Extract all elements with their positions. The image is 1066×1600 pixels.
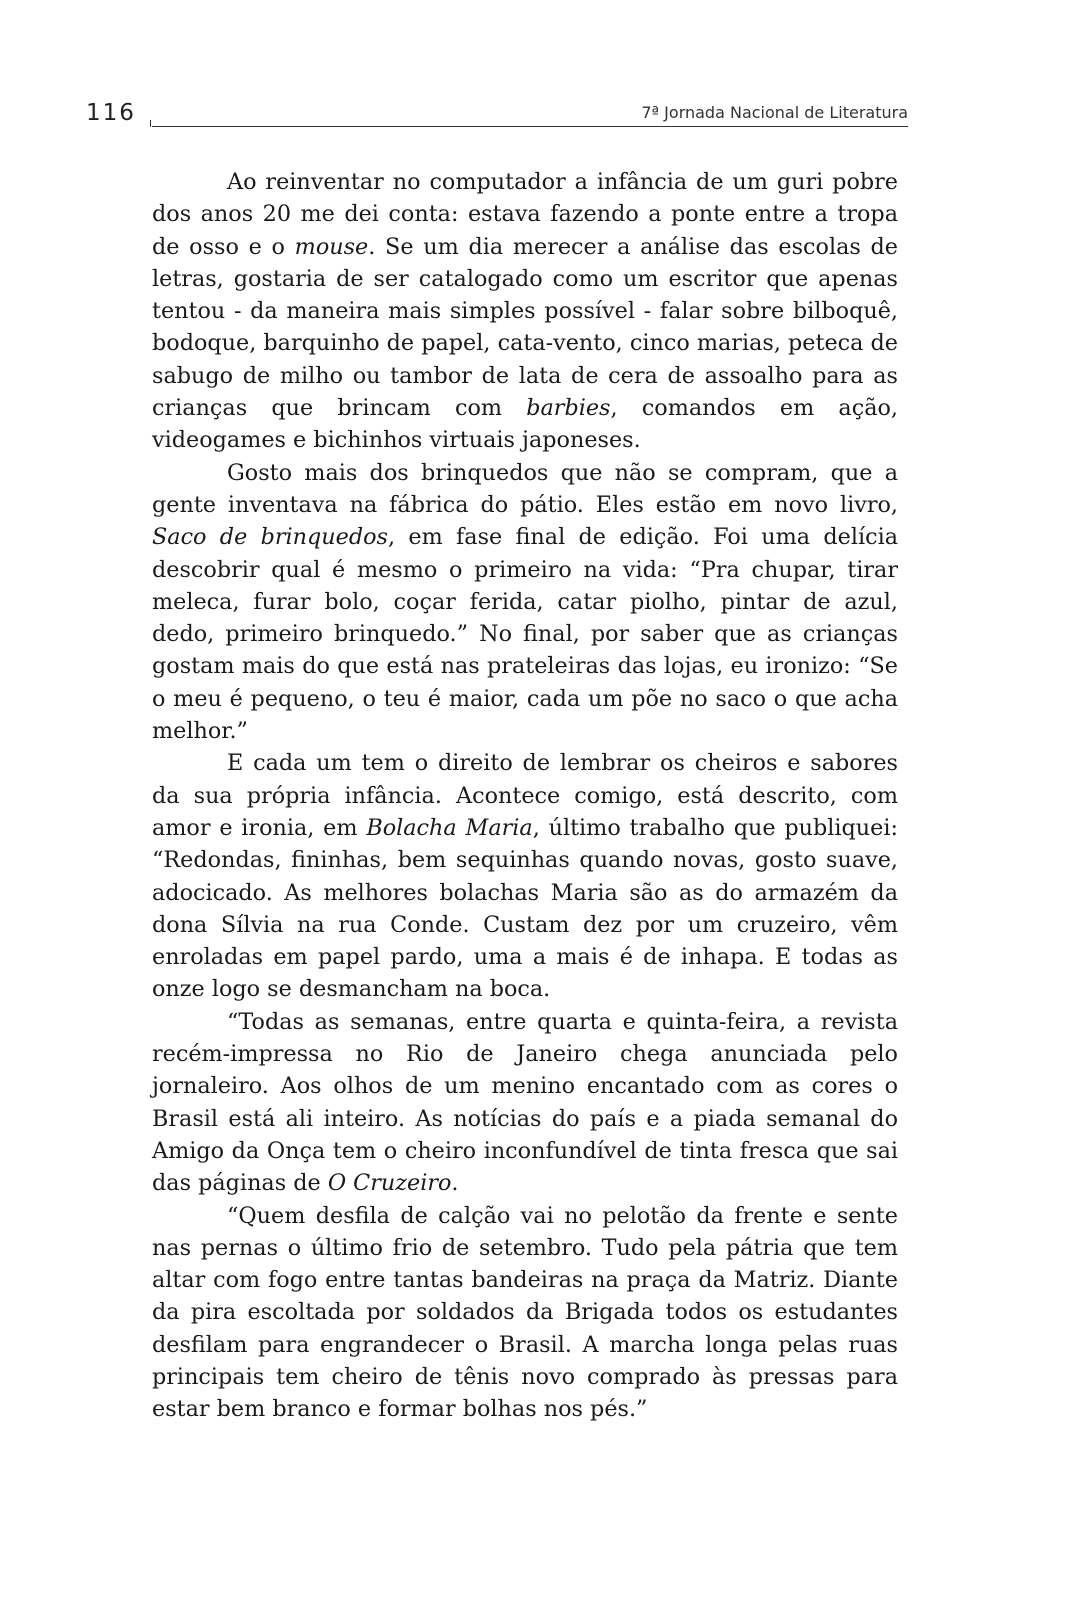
paragraph: [152, 166, 898, 457]
book-title-italic: O Cruzeiro: [327, 1170, 452, 1197]
page-number: 116: [86, 100, 136, 126]
text-run: , comandos em ação, videogames e bichinhos virtuais japoneses.: [152, 395, 899, 454]
header-rule: [152, 126, 908, 127]
text-run: Gosto mais dos brinquedos que não se compram, que a gente inventava na fábrica do pátio. Eles estão em novo livro,: [152, 459, 898, 518]
body-text: [152, 166, 898, 1426]
book-title-italic: mouse: [294, 233, 369, 260]
text-run: , em fase final de edição. Foi uma delícia descobrir qual é mesmo o primeiro na vida: “Pra chupar, tirar meleca, furar bolo, coçar ferida, catar piolho, pintar de azul, dedo, primeiro brinquedo.” No final, por saber que as crianças gostam mais do que está nas prateleiras das lojas, eu ironizo: “Se o meu é pequeno, o teu é maior, cada um põe no saco o que acha melhor.”: [152, 524, 898, 745]
book-title-italic: Saco de brinquedos: [152, 524, 388, 551]
text-run: “Todas as semanas, entre quarta e quinta-feira, a revista recém-impressa no Rio de Janeiro chega anunciada pelo jornaleiro. Aos olhos de um menino encantado com as cores o Brasil está ali inteiro. As notícias do país e a piada semanal do Amigo da Onça tem o cheiro inconfundível de tinta fresca que sai das páginas de: [152, 1008, 898, 1197]
book-title-italic: Bolacha Maria: [366, 814, 533, 841]
text-run: “Quem desfila de calção vai no pelotão da frente e sente nas pernas o último frio de setembro. Tudo pela pátria que tem altar com fogo entre tantas bandeiras na praça da Matriz. Diante da pira escoltada por soldados da Brigada todos os estudantes desfilam para engrandecer o Brasil. A marcha longa pelas ruas principais tem cheiro de tênis novo comprado às pressas para estar bem branco e formar bolhas nos pés.”: [152, 1202, 898, 1423]
paragraph: [152, 747, 898, 1005]
book-title-italic: barbies: [526, 395, 611, 422]
running-title: 7ª Jornada Nacional de Literatura: [641, 103, 908, 122]
text-run: E cada um tem o direito de lembrar os cheiros e sabores da sua própria infância. Acontece comigo, está descrito, com amor e ironia, em: [152, 750, 898, 841]
text-run: Ao reinventar no computador a infância de um guri pobre dos anos 20 me dei conta: estava fazendo a ponte entre a tropa de osso e o: [152, 169, 898, 260]
paragraph: [152, 457, 898, 748]
header-tick: [150, 120, 151, 127]
text-run: . Se um dia merecer a análise das escolas de letras, gostaria de ser catalogado como um escritor que apenas tentou - da maneira mais simples possível - falar sobre bilboquê, bodoque, barquinho de papel, cata-vento, cinco marias, peteca de sabugo de milho ou tambor de lata de cera de assoalho para as crianças que brincam com: [152, 233, 898, 422]
text-run: , último trabalho que publiquei: “Redondas, fininhas, bem sequinhas quando novas, gosto suave, adocicado. As melhores bolachas Maria são as do armazém da dona Sílvia na rua Conde. Custam dez por um cruzeiro, vêm enroladas em papel pardo, uma a mais é de inhapa. E todas as onze logo se desmancham na boca.: [152, 814, 899, 1003]
text-run: .: [451, 1170, 459, 1197]
paragraph: [152, 1006, 898, 1200]
paragraph: [152, 1200, 898, 1426]
